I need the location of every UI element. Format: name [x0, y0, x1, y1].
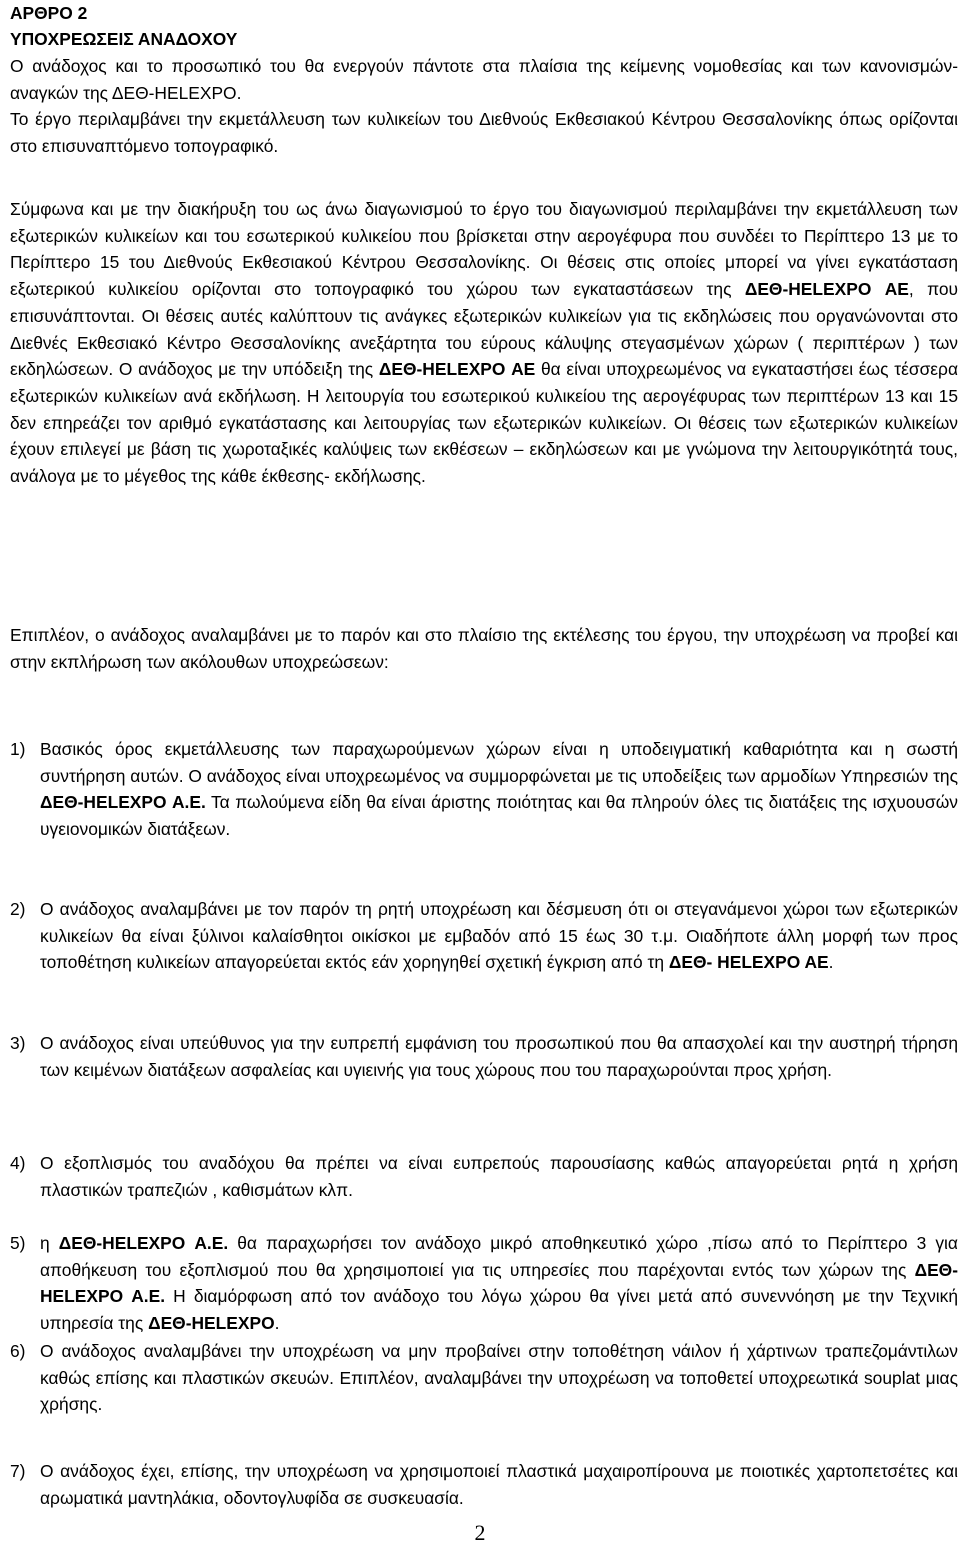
article-subtitle: ΥΠΟΧΡΕΩΣΕΙΣ ΑΝΑΔΟΧΟΥ: [10, 29, 238, 49]
list-item: [10, 1338, 958, 1418]
scope-bold-1: ΔΕΘ-HELEXPO ΑΕ: [744, 279, 909, 300]
intro-line-2: Το έργο περιλαμβάνει την εκμετάλλευση των κυλικείων του Διεθνούς Εκθεσιακού Κέντρου Θεσσαλονίκης όπως ορίζονται στο επισυναπτόμενο τοπογραφικό.: [10, 109, 958, 156]
list-item-text: [40, 1230, 958, 1336]
list-item-text-part: η: [40, 1233, 59, 1253]
list-item-number: 4): [10, 1153, 26, 1173]
list-item-text-part: .: [828, 952, 834, 973]
list-item-number: 2): [10, 899, 26, 919]
list-item-text-part: Ο ανάδοχος αναλαμβάνει με τον παρόν τη ρητή υποχρέωση και δέσμευση ότι οι στεγανάμενοι χώροι των εξωτερικών κυλικείων θα είναι ξύλινοι καλαίσθητοι οικίσκοι με εμβαδόν από 15 έως 30 τ.μ. Οιαδήποτε άλλη μορφή των προς τοποθέτηση κυλικείων απαγορεύεται εκτός εάν χορηγηθεί σχετική έγκριση από τη: [40, 899, 958, 973]
list-item-text: Ο εξοπλισμός του αναδόχου θα πρέπει να είναι ευπρεπούς παρουσίασης καθώς απαγορεύεται ρητά η χρήση πλαστικών τραπεζιών , καθισμάτων κλπ.: [40, 1153, 958, 1200]
article-title: ΑΡΘΡΟ 2: [10, 3, 88, 23]
scope-text-3: θα είναι υποχρεωμένος να εγκαταστήσει έως τέσσερα εξωτερικών κυλικείων ανά εκδήλωση. Η λειτουργία του εσωτερικού κυλικείου της αερογέφυρας των περιπτέρων 13 και 15 δεν επηρεάζει τον αριθμό εγκατάστασης και λειτουργίας των εξωτερικών κυλικείων. Οι θέσεις των εξωτερικών κυλικείων έχουν επιλεγεί με βάση τις χωροταξικές καλύψεις των εκθέσεων – εκδηλώσεων και με γνώμονα την λειτουργικότητά τους, ανάλογα με το μέγεθος της κάθε έκθεσης- εκδήλωσης.: [10, 359, 959, 487]
list-item-text: [40, 896, 958, 976]
list-item-bold: ΔΕΘ-HELEXPO Α.Ε.: [40, 792, 206, 813]
list-item-number: 7): [10, 1461, 26, 1481]
list-item-text-part: Βασικός όρος εκμετάλλευσης των παραχωρούμενων χώρων είναι η υποδειγματική καθαριότητα και η σωστή συντήρηση αυτών. Ο ανάδοχος είναι υποχρεωμένος να συμμορφώνεται με τις υποδείξεις των αρμοδίων Υπηρεσιών της: [40, 739, 958, 786]
list-item-text: [40, 736, 958, 842]
list-item-number: 5): [10, 1233, 26, 1253]
list-item-text-part: Τα πωλούμενα είδη θα είναι άριστης ποιότητας και θα πληρούν όλες τις διατάξεις της ισχυουσών υγειονομικών διατάξεων.: [40, 792, 958, 839]
obligations-intro-paragraph: Επιπλέον, ο ανάδοχος αναλαμβάνει με το παρόν και στο πλαίσιο της εκτέλεσης του έργου, την υποχρέωση να προβεί και στην εκπλήρωση των ακόλουθων υποχρεώσεων:: [10, 625, 958, 672]
list-item-bold: ΔΕΘ- HELEXPO AE: [668, 952, 829, 973]
list-item-text-part: θα παραχωρήσει τον ανάδοχο μικρό αποθηκευτικό χώρο ,πίσω από το Περίπτερο 3 για αποθήκευση του εξοπλισμού που θα χρησιμοποιεί για τις υπηρεσίες που παρέχονται εντός των χώρων της: [40, 1233, 958, 1280]
list-item-number: 6): [10, 1341, 26, 1361]
list-item: [10, 896, 958, 976]
intro-paragraph: [10, 53, 958, 159]
list-item: [10, 1030, 958, 1083]
list-item-text: Ο ανάδοχος έχει, επίσης, την υποχρέωση να χρησιμοποιεί πλαστικά μαχαιροπίρουνα με ποιοτικές χαρτοπετσέτες και αρωματικά μαντηλάκια, οδοντογλυφίδα σε συσκευασία.: [40, 1461, 958, 1508]
list-item: [10, 1458, 958, 1511]
list-item-text: Ο ανάδοχος είναι υπεύθυνος για την ευπρεπή εμφάνιση του προσωπικού που θα απασχολεί και την αυστηρή τήρηση των κειμένων διατάξεων ασφαλείας και υγιεινής για τους χώρους που του παραχωρούνται προς χρήση.: [40, 1033, 958, 1080]
list-item-bold: ΔΕΘ-HELEXPO: [148, 1312, 275, 1333]
page-number: 2: [474, 1520, 486, 1545]
scope-text-2: , που επισυνάπτονται. Οι θέσεις αυτές καλύπτουν τις ανάγκες εξωτερικών κυλικείων για τις εκδηλώσεις που οργανώνονται στο Διεθνές Εκθεσιακό Κέντρο Θεσσαλονίκης ανεξάρτητα του εύρους κάλυψης στεγασμένων χώρων ( περιπτέρων ) των εκδηλώσεων. Ο ανάδοχος με την υπόδειξη της: [10, 279, 959, 380]
list-item: [10, 736, 958, 842]
list-item-text-part: .: [274, 1312, 280, 1333]
list-item-bold: ΔΕΘ-HELEXPO Α.Ε.: [40, 1259, 958, 1307]
list-item-number: 1): [10, 739, 26, 759]
list-item-text: Ο ανάδοχος αναλαμβάνει την υποχρέωση να μην προβαίνει στην τοποθέτηση νάιλον ή χάρτινων τραπεζομάντιλων καθώς επίσης και πλαστικών σκευών. Επιπλέον, αναλαμβάνει την υποχρέωση να τοποθετεί υποχρεωτικά souplat μιας χρήσης.: [40, 1341, 958, 1415]
list-item-text-part: Η διαμόρφωση από τον ανάδοχο του λόγω χώρου θα γίνει μετά από συνεννόηση με την Τεχνική υπηρεσία της: [40, 1286, 958, 1333]
scope-text-1: Σύμφωνα και με την διακήρυξη του ως άνω διαγωνισμού το έργο του διαγωνισμού περιλαμβάνει την εκμετάλλευση των εξωτερικών κυλικείων και του εσωτερικού κυλικείου που βρίσκεται στην αερογέφυρα που συνδέει το Περίπτερο 13 με το Περίπτερο 15 του Διεθνούς Εκθεσιακού Κέντρου Θεσσαλονίκης. Οι θέσεις στις οποίες μπορεί να γίνει εγκατάσταση εξωτερικού κυλικείου ορίζονται στο τοπογραφικό του χώρου των εγκαταστάσεων της: [10, 199, 958, 300]
list-item-number: 3): [10, 1033, 26, 1053]
intro-line-1: Ο ανάδοχος και το προσωπικό του θα ενεργούν πάντοτε στα πλαίσια της κείμενης νομοθεσίας και των κανονισμών-αναγκών της ΔΕΘ-HELEXPO.: [10, 56, 958, 103]
scope-paragraph: [10, 196, 958, 490]
scope-bold-2: ΔΕΘ-HELEXPO ΑΕ: [378, 359, 536, 380]
list-item: [10, 1230, 958, 1336]
list-item-bold: ΔΕΘ-HELEXPO Α.Ε.: [58, 1233, 229, 1253]
list-item: [10, 1150, 958, 1203]
